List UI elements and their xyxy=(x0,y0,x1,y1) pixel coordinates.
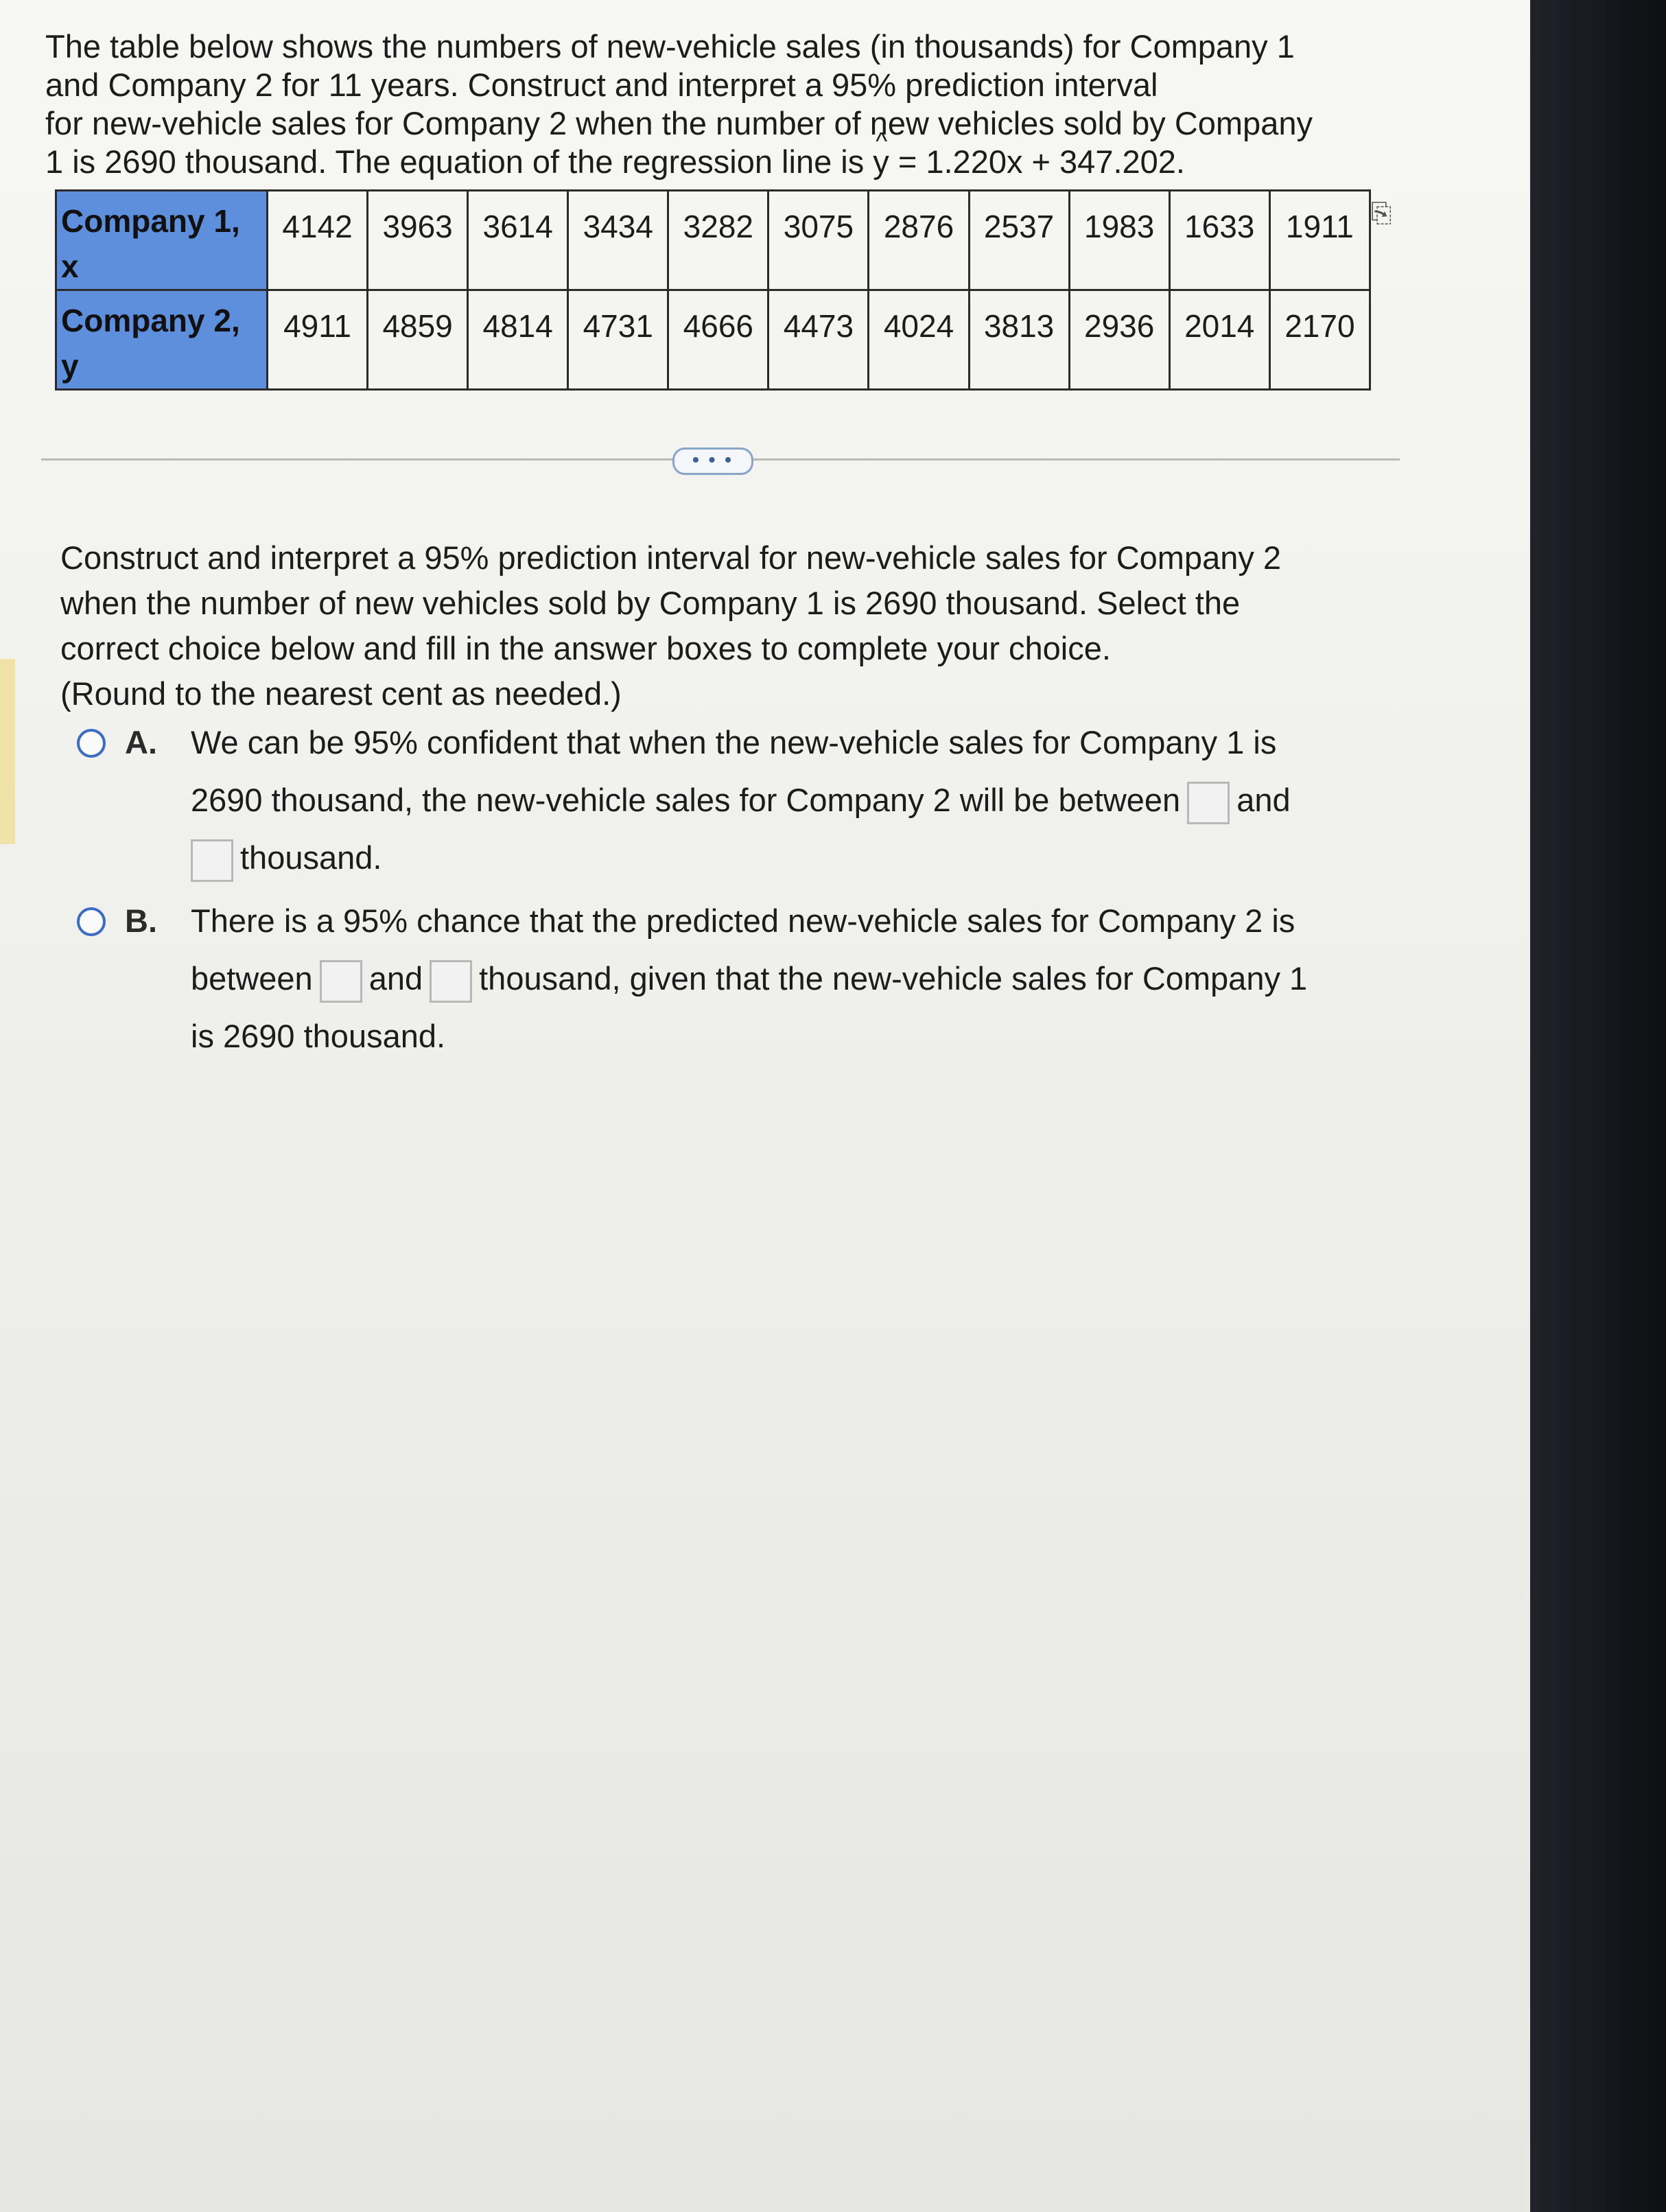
instructions-line-1: Construct and interpret a 95% prediction interval for new-vehicle sales for Company 2 xyxy=(60,539,1282,576)
table-cell: 3434 xyxy=(568,191,668,290)
table-row-company-2 xyxy=(56,290,1370,390)
table-cell: 2170 xyxy=(1269,290,1370,390)
table-cell: 4666 xyxy=(668,290,769,390)
table-cell: 3813 xyxy=(969,290,1069,390)
choice-b-upper-bound-input[interactable] xyxy=(430,960,472,1003)
table-cell: 2936 xyxy=(1069,290,1169,390)
table-cell: 3075 xyxy=(769,191,869,290)
table-cell: 2537 xyxy=(969,191,1069,290)
choice-b-line-2 xyxy=(191,950,1378,1008)
table-cell: 4859 xyxy=(368,290,468,390)
table-cell: 4731 xyxy=(568,290,668,390)
choice-a-body xyxy=(191,714,1378,887)
choice-b-radio[interactable] xyxy=(77,907,106,936)
choice-a-radio[interactable] xyxy=(77,729,106,758)
copy-data-icon[interactable]: ⎘ xyxy=(1371,199,1392,228)
regression-equation: = 1.220x + 347.202. xyxy=(897,143,1185,180)
choice-a-line-2 xyxy=(191,771,1378,829)
table-cell: 3282 xyxy=(668,191,769,290)
choice-b-text-2: thousand, given that the new-vehicle sales for Company 1 xyxy=(479,960,1308,997)
choice-b-body xyxy=(191,892,1378,1065)
question-line-4-prefix: 1 is 2690 thousand. The equation of the regression line is xyxy=(45,143,865,180)
table-cell: 3614 xyxy=(468,191,568,290)
choice-a-text-3: thousand. xyxy=(240,839,382,876)
expand-more-button[interactable]: • • • xyxy=(672,447,753,475)
table-cell: 1983 xyxy=(1069,191,1169,290)
table-cell: 4814 xyxy=(468,290,568,390)
table-cell: 1633 xyxy=(1169,191,1269,290)
instructions-line-3: correct choice below and fill in the answer boxes to complete your choice. xyxy=(60,630,1111,666)
y-hat-symbol: ^ y xyxy=(873,143,889,181)
choice-a-lower-bound-input[interactable] xyxy=(1187,782,1230,824)
question-line-4 xyxy=(45,143,1363,181)
choice-b-lower-bound-input[interactable] xyxy=(320,960,362,1003)
instructions-line-2: when the number of new vehicles sold by Company 1 is 2690 thousand. Select the xyxy=(60,585,1241,621)
table-cell: 1911 xyxy=(1269,191,1370,290)
question-line-2: and Company 2 for 11 years. Construct and interpret a 95% prediction interval xyxy=(45,67,1158,103)
instructions-line-4: (Round to the nearest cent as needed.) xyxy=(60,675,622,712)
table-cell: 2014 xyxy=(1169,290,1269,390)
choice-b-letter: B. xyxy=(125,903,157,939)
choice-a-and: and xyxy=(1236,782,1291,818)
instructions-text xyxy=(60,535,1350,717)
choice-b-between: between xyxy=(191,960,313,997)
question-line-1: The table below shows the numbers of new-vehicle sales (in thousands) for Company 1 xyxy=(45,28,1295,65)
choice-b-line-3: is 2690 thousand. xyxy=(191,1018,446,1054)
table-cell: 3963 xyxy=(368,191,468,290)
question-text xyxy=(45,27,1363,181)
sales-data-table xyxy=(55,189,1371,391)
row-header-company-1: Company 1, x xyxy=(56,191,268,290)
choice-a-letter: A. xyxy=(125,724,157,760)
choice-a-text-2: 2690 thousand, the new-vehicle sales for Company 2 will be between xyxy=(191,782,1181,818)
table-cell: 4473 xyxy=(769,290,869,390)
choice-a-line-1: We can be 95% confident that when the new-vehicle sales for Company 1 is xyxy=(191,724,1277,760)
table-cell: 2876 xyxy=(869,191,969,290)
row-header-company-2: Company 2, y xyxy=(56,290,268,390)
question-line-3: for new-vehicle sales for Company 2 when the number of new vehicles sold by Company xyxy=(45,105,1313,141)
choice-a-line-3 xyxy=(191,829,1378,887)
choice-b-line-1: There is a 95% chance that the predicted new-vehicle sales for Company 2 is xyxy=(191,903,1295,939)
table-cell: 4024 xyxy=(869,290,969,390)
table-cell: 4142 xyxy=(268,191,368,290)
choice-b-and: and xyxy=(368,960,423,997)
table-row-company-1 xyxy=(56,191,1370,290)
left-edge-tab xyxy=(0,659,15,844)
screen-bezel xyxy=(1530,0,1666,2212)
choice-a-upper-bound-input[interactable] xyxy=(191,839,233,882)
table-cell: 4911 xyxy=(268,290,368,390)
